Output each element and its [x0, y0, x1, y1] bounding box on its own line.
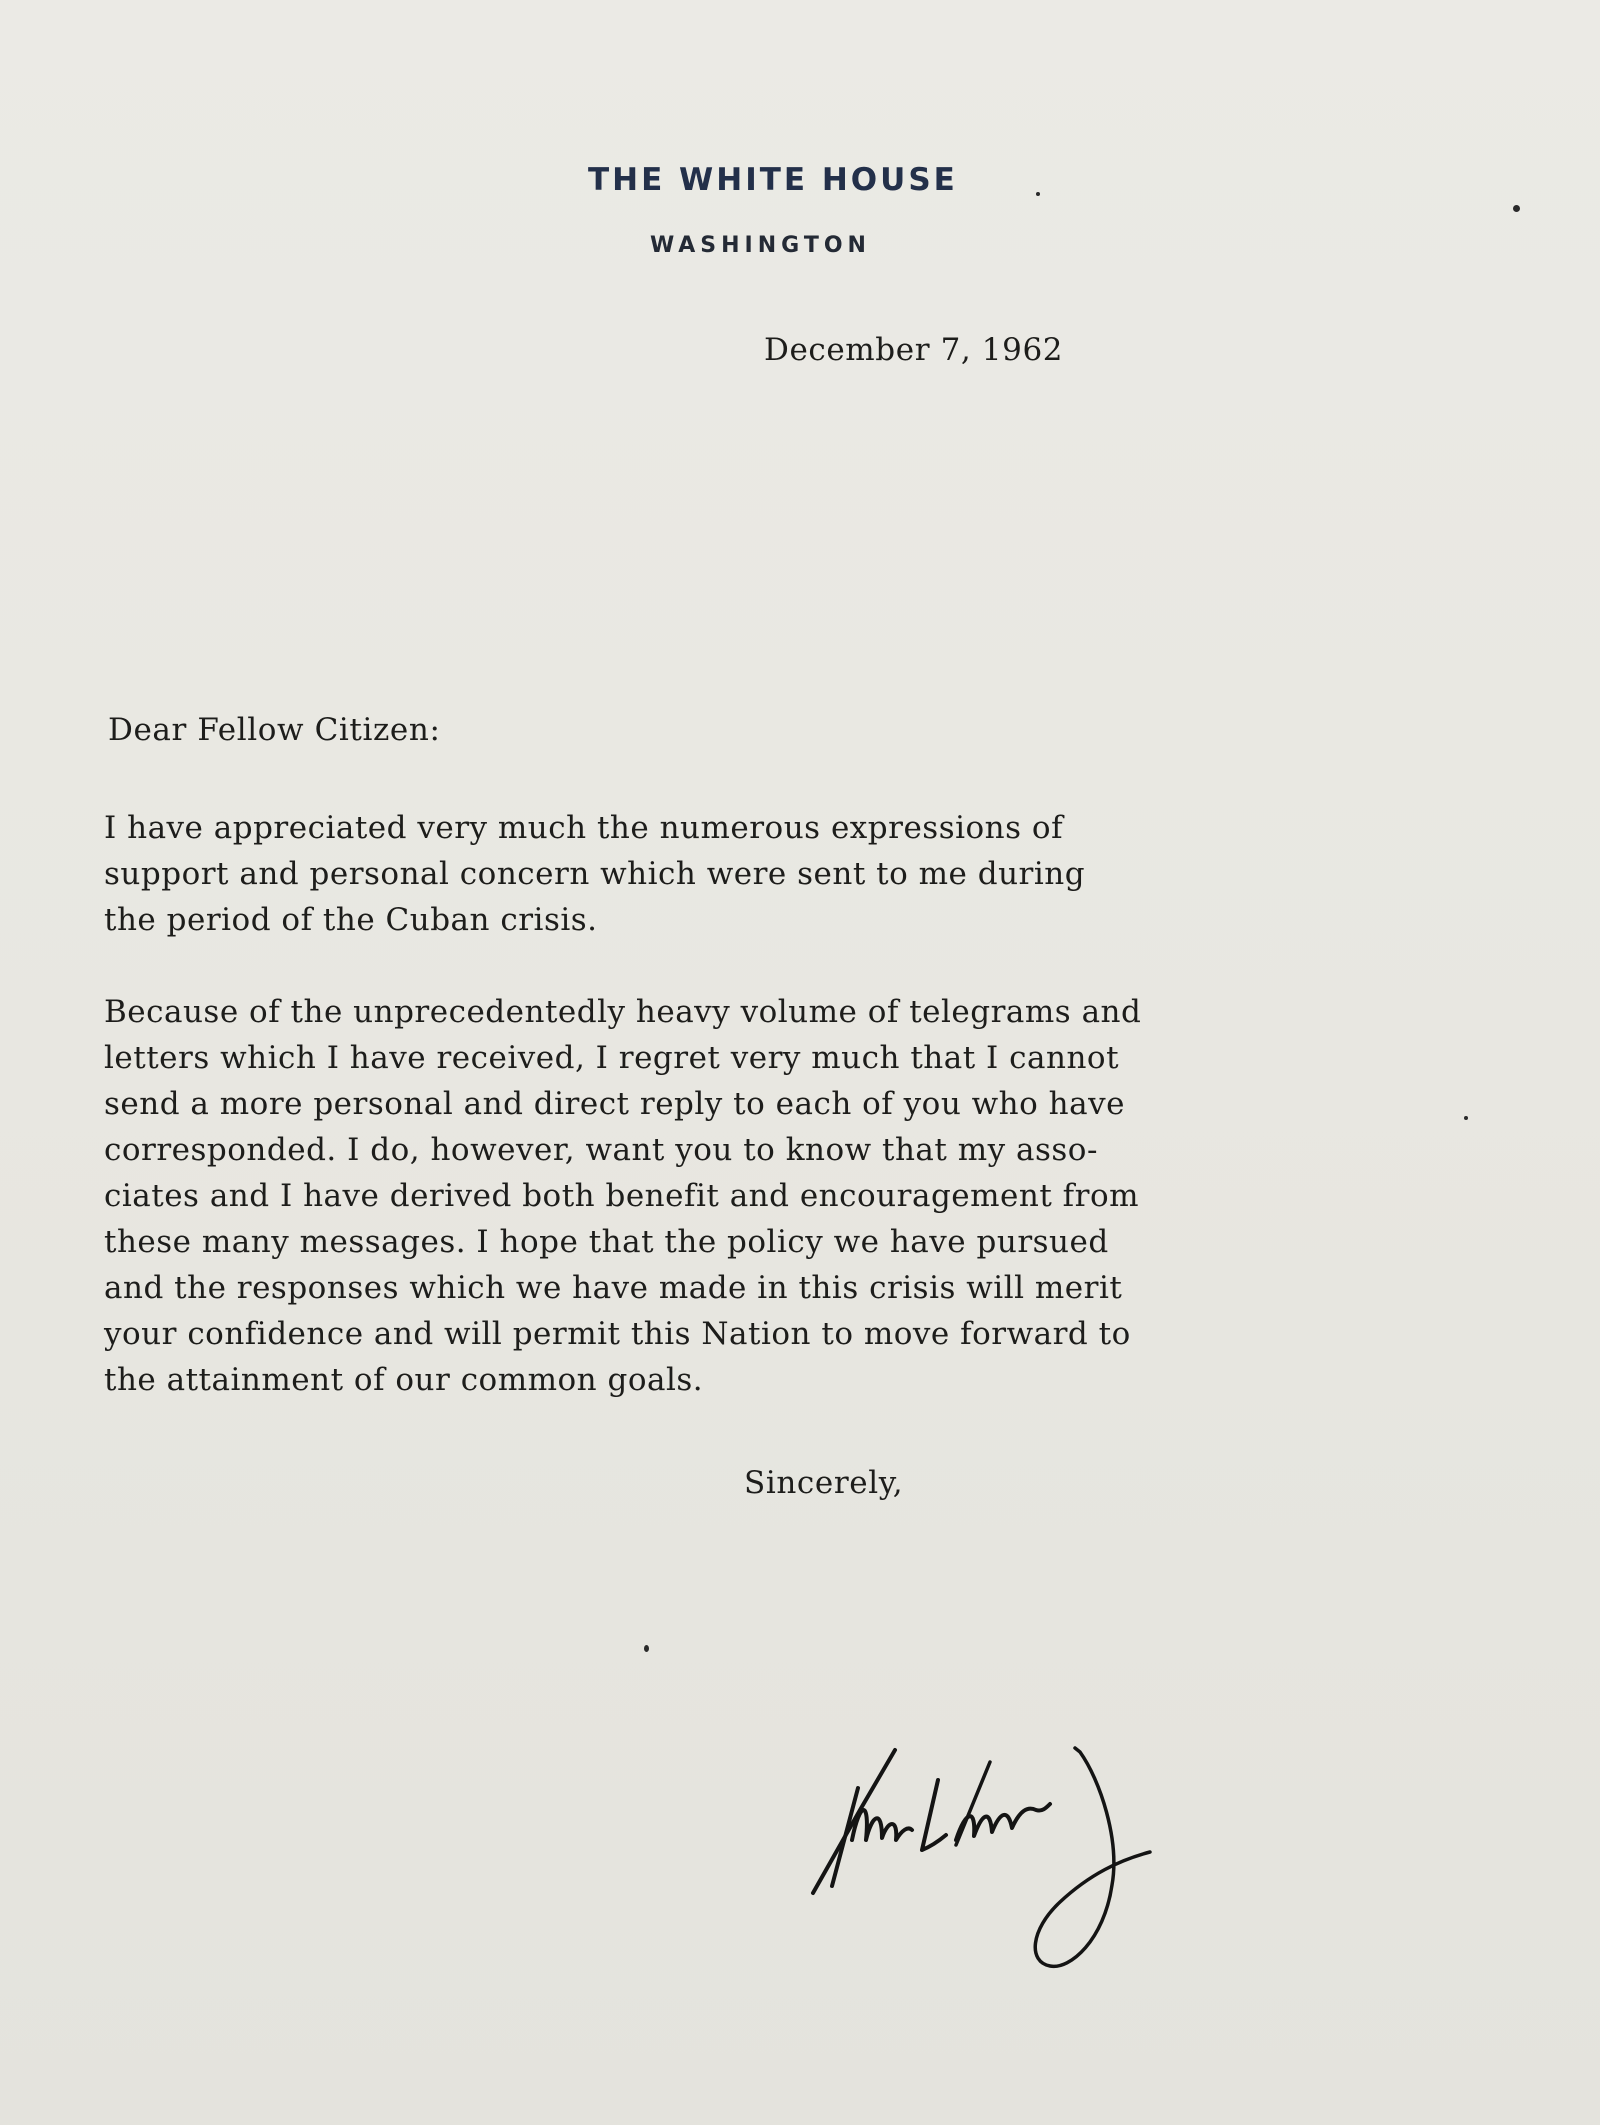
closing: Sincerely,	[744, 1465, 904, 1501]
paragraph-line: Because of the unprecedentedly heavy volume of telegrams and	[104, 994, 1142, 1030]
paragraph-line: send a more personal and direct reply to each of you who have	[104, 1086, 1125, 1122]
letterhead-city: WASHINGTON	[650, 233, 871, 258]
paragraph-line: I have appreciated very much the numerous expressions of	[104, 810, 1064, 846]
signature	[790, 1690, 1350, 1995]
paragraph-line: support and personal concern which were sent to me during	[104, 856, 1086, 892]
paragraph-line: your confidence and will permit this Nation to move forward to	[104, 1316, 1131, 1352]
letter-date: December 7, 1962	[764, 332, 1064, 368]
paragraph-line: these many messages. I hope that the policy we have pursued	[104, 1224, 1109, 1260]
paper-speck	[1513, 205, 1520, 212]
paragraph-line: ciates and I have derived both benefit and encouragement from	[104, 1178, 1140, 1214]
salutation: Dear Fellow Citizen:	[108, 712, 441, 748]
paragraph-1	[104, 805, 1085, 943]
paragraph-line: and the responses which we have made in this crisis will merit	[104, 1270, 1123, 1306]
paragraph-2	[104, 989, 1141, 1403]
letterhead-title: THE WHITE HOUSE	[588, 162, 958, 198]
paper-speck	[644, 1645, 649, 1652]
paragraph-line: letters which I have received, I regret very much that I cannot	[104, 1040, 1120, 1076]
paragraph-line: corresponded. I do, however, want you to know that my asso-	[104, 1132, 1098, 1168]
paragraph-line: the period of the Cuban crisis.	[104, 902, 598, 938]
paper-speck	[1036, 192, 1040, 196]
paragraph-line: the attainment of our common goals.	[104, 1362, 704, 1398]
paper-speck	[1464, 1116, 1468, 1120]
